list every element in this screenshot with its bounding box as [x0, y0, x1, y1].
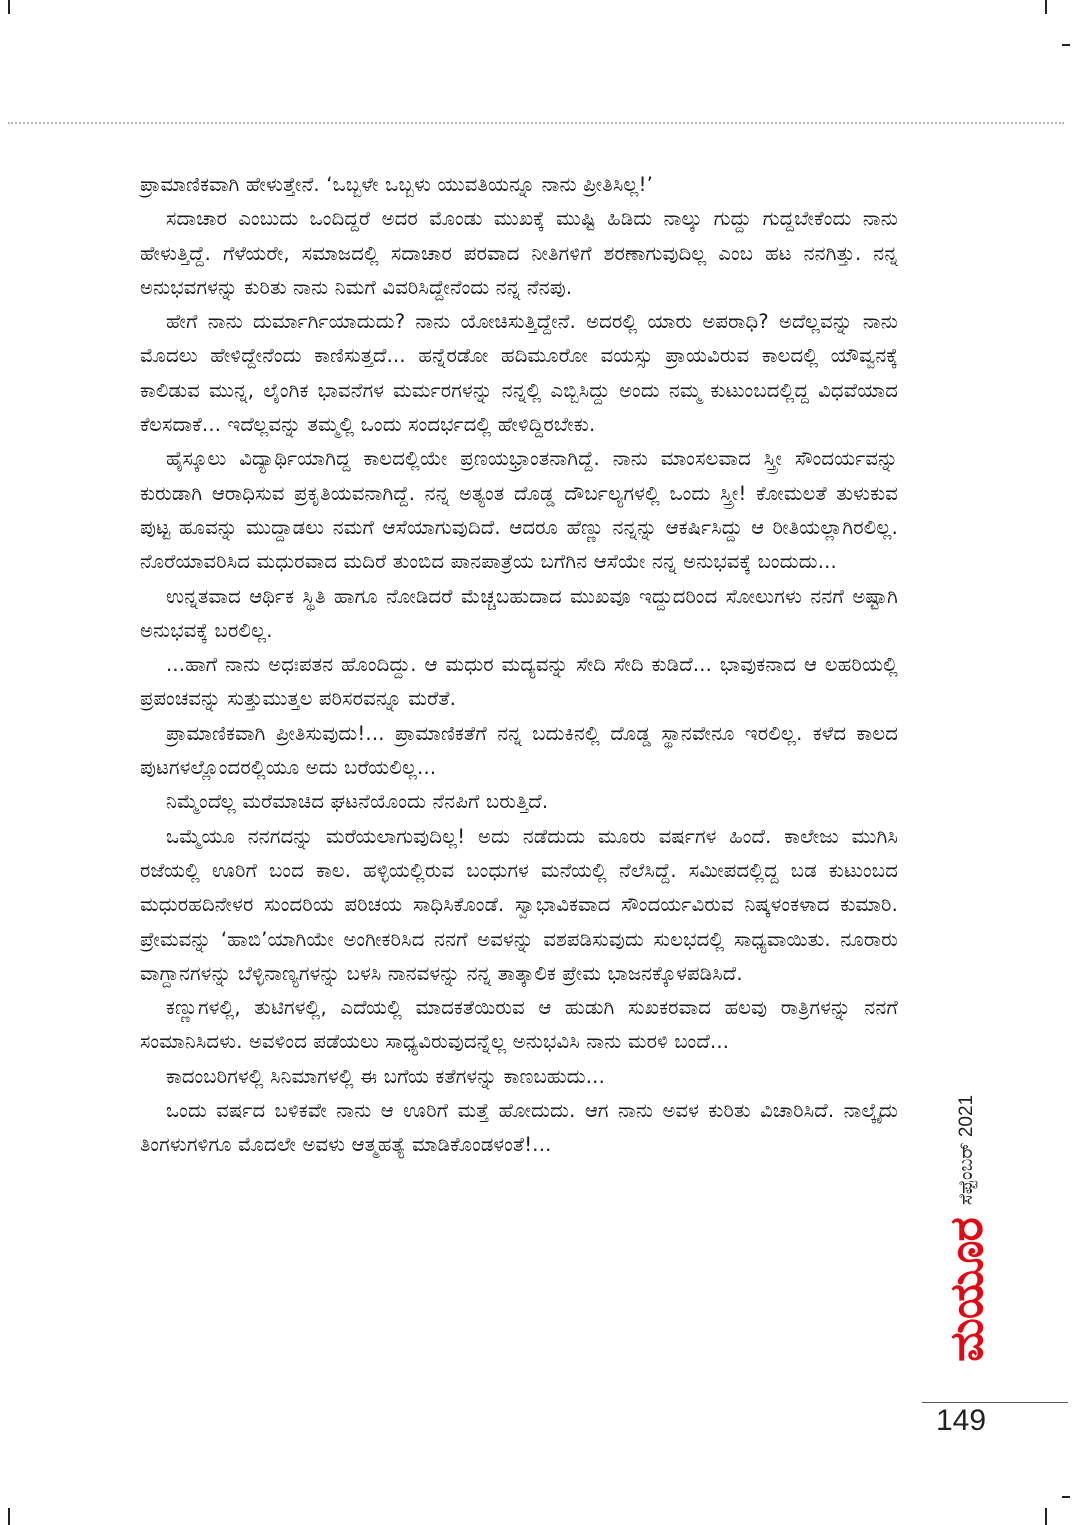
paragraph: ಪ್ರಾಮಾಣಿಕವಾಗಿ ಹೇಳುತ್ತೇನೆ. ‘ಒಬ್ಬಳೇ ಒಬ್ಬಳು ಯುವತಿಯನ್ನೂ ನಾನು ಪ್ರೀತಿಸಿಲ್ಲ!’: [140, 173, 653, 196]
issue-date-label: [912, 1080, 1022, 1220]
crop-mark-top-left: [8, 0, 10, 14]
page-number: 149: [936, 1404, 987, 1437]
crop-mark-top-right: [1045, 0, 1047, 14]
paragraph: ನಿಮ್ಮೆಂದೆಲ್ಲ ಮರೆಮಾಚಿದ ಘಟನೆಯೊಂದು ನೆನಪಿಗೆ ಬರುತ್ತಿದೆ.: [166, 790, 549, 814]
paragraph: ಹೈಸ್ಕೂಲು ವಿದ್ಯಾರ್ಥಿಯಾಗಿದ್ದ ಕಾಲದಲ್ಲಿಯೇ ಪ್ರಣಯಭ್ರಾಂತನಾಗಿದ್ದೆ. ನಾನು ಮಾಂಸಲವಾದ ಸ್ತ್ರೀ ಸೌಂದರ್ಯವನ್ನು ಕುರುಡಾಗಿ ಆರಾಧಿಸುವ ಪ್ರಕೃತಿಯವನಾಗಿದ್ದೆ. ನನ್ನ ಅತ್ಯಂತ ದೊಡ್ಡ ದೌರ್ಬಲ್ಯಗಳಲ್ಲಿ ಒಂದು ಸ್ತ್ರೀ! ಕೋಮಲತೆ ತುಳುಕುವ ಪುಟ್ಟ ಹೂವನ್ನು ಮುದ್ದಾಡಲು ನಮಗೆ ಆಸೆಯಾಗುವುದಿದೆ. ಆದರೂ ಹೆಣ್ಣು ನನ್ನನ್ನು ಆಕರ್ಷಿಸಿದ್ದು ಆ ರೀತಿಯಲ್ಲಾಗಿರಲಿಲ್ಲ. ನೊರೆಯಾವರಿಸಿದ ಮಧುರವಾದ ಮದಿರೆ ತುಂಬಿದ ಪಾನಪಾತ್ರೆಯ ಬಗೆಗಿನ ಆಸೆಯೇ ನನ್ನ ಅನುಭವಕ್ಕೆ ಬಂದುದು...: [140, 447, 898, 574]
crop-mark-right-upper: [1062, 44, 1070, 46]
paragraph: ಉನ್ನತವಾದ ಆರ್ಥಿಕ ಸ್ಥಿತಿ ಹಾಗೂ ನೋಡಿದರೆ ಮೆಚ್ಚಬಹುದಾದ ಮುಖವೂ ಇದ್ದುದರಿಂದ ಸೋಲುಗಳು ನನಗೆ ಅಷ್ಟಾಗಿ ಅನುಭವಕ್ಕೆ ಬರಲಿಲ್ಲ.: [140, 584, 898, 642]
crop-mark-bottom-right: [1045, 1508, 1047, 1525]
magazine-logo: [912, 1220, 1022, 1360]
crop-mark-bottom-left: [8, 1508, 10, 1525]
paragraph: ಕಣ್ಣುಗಳಲ್ಲಿ, ತುಟಿಗಳಲ್ಲಿ, ಎದೆಯಲ್ಲಿ ಮಾದಕತೆಯಿರುವ ಆ ಹುಡುಗಿ ಸುಖಕರವಾದ ಹಲವು ರಾತ್ರಿಗಳನ್ನು ನನಗೆ ಸಂಮಾನಿಸಿದಳು. ಅವಳಿಂದ ಪಡೆಯಲು ಸಾಧ್ಯವಿರುವುದನ್ನೆಲ್ಲ ಅನುಭವಿಸಿ ನಾನು ಮರಳಿ ಬಂದೆ...: [140, 996, 898, 1054]
paragraph: ಒಂದು ವರ್ಷದ ಬಳಿಕವೇ ನಾನು ಆ ಊರಿಗೆ ಮತ್ತೆ ಹೋದುದು. ಆಗ ನಾನು ಅವಳ ಕುರಿತು ವಿಚಾರಿಸಿದೆ. ನಾಲ್ಕೈದು ತಿಂಗಳುಗಳಿಗೂ ಮೊದಲೇ ಅವಳು ಆತ್ಮಹತ್ಯೆ ಮಾಡಿಕೊಂಡಳಂತೆ!...: [140, 1099, 898, 1157]
magazine-logo-text: ಮಯೂರ: [939, 1218, 994, 1362]
paragraph: ...ಹಾಗೆ ನಾನು ಅಧಃಪತನ ಹೊಂದಿದ್ದು. ಆ ಮಧುರ ಮದ್ಯವನ್ನು ಸೇದಿ ಸೇದಿ ಕುಡಿದೆ... ಭಾವುಕನಾದ ಆ ಲಹರಿಯಲ್ಲಿ ಪ್ರಪಂಚವನ್ನು ಸುತ್ತುಮುತ್ತಲ ಪರಿಸರವನ್ನೂ ಮರೆತೆ.: [140, 653, 898, 711]
paragraph: ಒಮ್ಮೆಯೂ ನನಗದನ್ನು ಮರೆಯಲಾಗುವುದಿಲ್ಲ! ಅದು ನಡೆದುದು ಮೂರು ವರ್ಷಗಳ ಹಿಂದೆ. ಕಾಲೇಜು ಮುಗಿಸಿ ರಜೆಯಲ್ಲಿ ಊರಿಗೆ ಬಂದ ಕಾಲ. ಹಳ್ಳಿಯಲ್ಲಿರುವ ಬಂಧುಗಳ ಮನೆಯಲ್ಲಿ ನೆಲೆಸಿದ್ದೆ. ಸಮೀಪದಲ್ಲಿದ್ದ ಬಡ ಕುಟುಂಬದ ಮಧುರಹದಿನೇಳರ ಸುಂದರಿಯ ಪರಿಚಯ ಸಾಧಿಸಿಕೊಂಡೆ. ಸ್ವಾಭಾವಿಕವಾದ ಸೌಂದರ್ಯವಿರುವ ನಿಷ್ಕಳಂಕಳಾದ ಕುಮಾರಿ. ಪ್ರೇಮವನ್ನು ‘ಹಾಬಿ’ಯಾಗಿಯೇ ಅಂಗೀಕರಿಸಿದ ನನಗೆ ಅವಳನ್ನು ವಶಪಡಿಸುವುದು ಸುಲಭದಲ್ಲಿ ಸಾಧ್ಯವಾಯಿತು. ನೂರಾರು ವಾಗ್ದಾನಗಳನ್ನು ಬೆಳ್ಳಿನಾಣ್ಯಗಳನ್ನು ಬಳಸಿ ನಾನವಳನ್ನು ನನ್ನ ತಾತ್ಕಾಲಿಕ ಪ್ರೇಮ ಭಾಜನಕ್ಕೊಳಪಡಿಸಿದೆ.: [140, 824, 898, 985]
paragraph: ಸದಾಚಾರ ಎಂಬುದು ಒಂದಿದ್ದರೆ ಅದರ ಮೊಂಡು ಮುಖಕ್ಕೆ ಮುಷ್ಟಿ ಹಿಡಿದು ನಾಲ್ಕು ಗುದ್ದು ಗುದ್ದಬೇಕೆಂದು ನಾನು ಹೇಳುತ್ತಿದ್ದೆ. ಗೆಳೆಯರೇ, ಸಮಾಜದಲ್ಲಿ ಸದಾಚಾರ ಪರವಾದ ನೀತಿಗಳಿಗೆ ಶರಣಾಗುವುದಿಲ್ಲ ಎಂಬ ಹಟ ನನಗಿತ್ತು. ನನ್ನ ಅನುಭವಗಳನ್ನು ಕುರಿತು ನಾನು ನಿಮಗೆ ವಿವರಿಸಿದ್ದೇನೆಂದು ನನ್ನ ನೆನಪು.: [140, 207, 898, 299]
paragraph: ಕಾದಂಬರಿಗಳಲ್ಲಿ ಸಿನಿಮಾಗಳಲ್ಲಿ ಈ ಬಗೆಯ ಕತೆಗಳನ್ನು ಕಾಣಬಹುದು...: [166, 1064, 605, 1088]
article-body: [140, 168, 898, 1163]
paragraph: ಪ್ರಾಮಾಣಿಕವಾಗಿ ಪ್ರೀತಿಸುವುದು!... ಪ್ರಾಮಾಣಿಕತೆಗೆ ನನ್ನ ಬದುಕಿನಲ್ಲಿ ದೊಡ್ಡ ಸ್ಥಾನವೇನೂ ಇರಲಿಲ್ಲ. ಕಳೆದ ಕಾಲದ ಪುಟಗಳಲ್ಲೊಂದರಲ್ಲಿಯೂ ಅದು ಬರೆಯಲಿಲ್ಲ...: [140, 721, 898, 780]
crop-mark-right-lower: [1062, 1496, 1070, 1498]
issue-date-text: ಸೆಪ್ಟೆಂಬರ್ 2021: [956, 1094, 978, 1206]
footer-rule: [922, 1402, 1068, 1403]
header-dotted-rule: [8, 122, 1064, 124]
paragraph: ಹೇಗೆ ನಾನು ದುರ್ಮಾರ್ಗಿಯಾದುದು? ನಾನು ಯೋಚಿಸುತ್ತಿದ್ದೇನೆ. ಅದರಲ್ಲಿ ಯಾರು ಅಪರಾಧಿ? ಅದೆಲ್ಲವನ್ನು ನಾನು ಮೊದಲು ಹೇಳಿದ್ದೇನೆಂದು ಕಾಣಿಸುತ್ತದೆ... ಹನ್ನೆರಡೋ ಹದಿಮೂರೋ ವಯಸ್ಸು ಪ್ರಾಯವಿರುವ ಕಾಲದಲ್ಲಿ ಯೌವ್ವನಕ್ಕೆ ಕಾಲಿಡುವ ಮುನ್ನ, ಲೈಂಗಿಕ ಭಾವನೆಗಳ ಮರ್ಮರಗಳನ್ನು ನನ್ನಲ್ಲಿ ಎಬ್ಬಿಸಿದ್ದು ಅಂದು ನಮ್ಮ ಕುಟುಂಬದಲ್ಲಿದ್ದ ವಿಧವೆಯಾದ ಕೆಲಸದಾಕೆ... ಇದೆಲ್ಲವನ್ನು ತಮ್ಮಲ್ಲಿ ಒಂದು ಸಂದರ್ಭದಲ್ಲಿ ಹೇಳಿದ್ದಿರಬೇಕು.: [140, 310, 898, 437]
